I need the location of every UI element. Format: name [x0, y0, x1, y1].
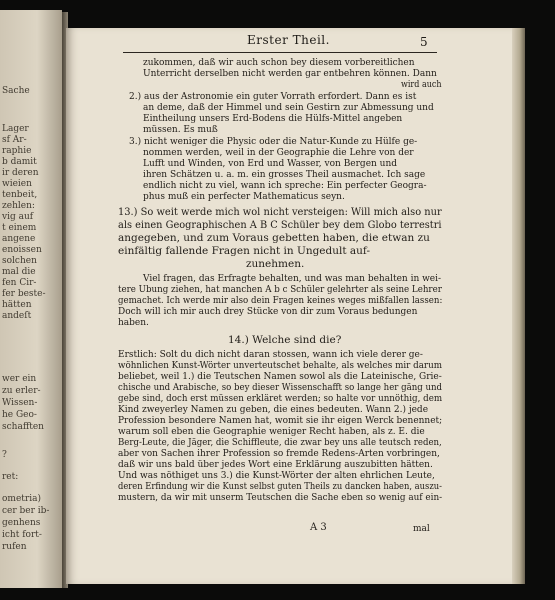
margin-fragment: vig auf — [2, 212, 34, 222]
margin-fragment: tenbeit, — [2, 190, 38, 200]
catchword: mal — [413, 524, 430, 534]
margin-fragment: icht fort- — [2, 530, 42, 540]
text-line: Lufft und Winden, von Erd und Wasser, von Bergen und — [143, 159, 398, 169]
text-line: phus muß ein perfecter Mathematicus seyn. — [143, 192, 345, 202]
margin-fragment: wer ein — [2, 374, 37, 384]
text-line: deren Erfindung wir die Kunst selbst guten Theils zu dancken haben, auszu- — [118, 482, 442, 492]
margin-fragment: ? — [2, 450, 7, 460]
margin-fragment: fer beste- — [2, 289, 46, 299]
margin-fragment: Sache — [2, 86, 30, 96]
text-line: Kind zweyerley Namen zu geben, die eines bedeuten. Wann 2.) jede — [118, 405, 429, 415]
margin-fragment: enoissen — [2, 245, 42, 255]
margin-fragment: angene — [2, 234, 36, 244]
margin-fragment: fen Cir- — [2, 278, 37, 288]
text-line: endlich nicht zu viel, wann ich spreche: Ein perfecter Geogra- — [143, 181, 427, 191]
margin-fragment: ret: — [2, 472, 19, 482]
margin-fragment: Lager — [2, 124, 29, 134]
margin-fragment: zu erler- — [2, 386, 41, 396]
margin-fragment: andeſt — [2, 311, 32, 321]
signature-mark: A 3 — [310, 522, 327, 533]
text-line: an deme, daß der Himmel und sein Gestirn zur Abmessung und — [143, 103, 434, 113]
page-number: 5 — [420, 35, 428, 49]
margin-fragment: wieien — [2, 179, 32, 189]
text-line: nommen werden, weil in der Geographie die Lehre von der — [143, 148, 414, 158]
text-line: warum soll eben die Geographie weniger Recht haben, als z. E. die — [118, 427, 425, 437]
text-line: 13.) So weit werde mich wol nicht versteigen: Will mich also nur — [118, 206, 442, 218]
text-line: Erstlich: Solt du dich nicht daran stossen, wann ich viele derer ge- — [118, 350, 423, 360]
margin-fragment: cer ber ib- — [2, 506, 50, 516]
text-line: wöhnlichen Kunst-Wörter unverteutschet behalte, als welches mir darum — [118, 361, 442, 371]
text-line: einfältig fallende Fragen nicht in Ungedult auf- — [118, 245, 370, 257]
left-page — [0, 10, 62, 588]
margin-fragment: ometria) — [2, 494, 41, 504]
text-line: tere Ubung ziehen, hat manchen A b c Schüler gelehrter als seine Lehrer — [118, 285, 442, 295]
page-edge — [512, 28, 525, 584]
text-line: 2.) aus der Astronomie ein guter Vorrath erfordert. Dann es ist — [129, 92, 417, 102]
text-line: chische und Arabische, so bey dieser Wissenschafft so lange her gäng und — [118, 383, 442, 393]
text-line: als einen Geographischen A B C Schüler bey dem Globo terrestri — [118, 219, 442, 231]
text-line: aber von Sachen ihrer Profession so fremde Redens-Arten vorbringen, — [118, 449, 440, 459]
text-line: angegeben, und zum Voraus gebetten haben, die etwan zu — [118, 232, 430, 244]
margin-fragment: solchen — [2, 256, 37, 266]
margin-fragment: he Geo- — [2, 410, 37, 420]
margin-fragment: ir deren — [2, 168, 39, 178]
text-line: Doch will ich mir auch drey Stücke von dir zum Voraus bedungen — [118, 307, 418, 317]
margin-fragment: mal die — [2, 267, 36, 277]
text-line: beliebet, weil 1.) die Teutschen Namen sowol als die Lateinische, Grie- — [118, 372, 442, 382]
margin-fragment: zehlen: — [2, 201, 35, 211]
margin-fragment: raphie — [2, 146, 32, 156]
text-line: 3.) nicht weniger die Physic oder die Natur-Kunde zu Hülfe ge- — [129, 137, 418, 147]
margin-fragment: b damit — [2, 157, 37, 167]
text-line: zukommen, daß wir auch schon bey diesem vorbereitlichen — [143, 58, 415, 68]
header-rule — [123, 52, 437, 53]
text-line: ihren Schätzen u. a. m. ein grosses Theil ausmachet. Ich sage — [143, 170, 426, 180]
page-title: Erster Theil. — [247, 33, 330, 47]
margin-fragment: sf Ar- — [2, 135, 27, 145]
text-line: müssen. Es muß — [143, 125, 218, 135]
margin-fragment: genhens — [2, 518, 41, 528]
text-line: Viel fragen, das Erfragte behalten, und was man behalten in wei- — [143, 274, 442, 284]
text-line: mustern, da wir mit unserm Teutschen die Sache eben so wenig auf ein- — [118, 493, 443, 503]
text-line: Berg-Leute, die Jäger, die Schiffleute, die zwar bey uns alle teutsch reden, — [118, 438, 442, 448]
text-line: Profession besondere Namen hat, womit sie ihr eigen Werck benennet; — [118, 416, 443, 426]
margin-fragment: hätten — [2, 300, 32, 310]
text-line: daß wir uns bald über jedes Wort eine Erklärung auszubitten hätten. — [118, 460, 433, 470]
text-line: gebe sind, doch erst müssen erkläret werden; so halte vor unnöthig, dem — [118, 394, 443, 404]
text-line: gemachet. Ich werde mir also dein Fragen keines weges mißfallen lassen: — [118, 296, 443, 306]
text-line: Eintheilung unsers Erd-Bodens die Hülfs-Mittel angeben — [143, 114, 403, 124]
margin-fragment: Wissen- — [2, 398, 38, 408]
margin-fragment: schafften — [2, 422, 44, 432]
text-line: haben. — [118, 318, 149, 328]
text-line: Und was nöthiget uns 3.) die Kunst-Wörter der alten ehrlichen Leute, — [118, 471, 435, 481]
margin-fragment: t einem — [2, 223, 37, 233]
text-line: Unterricht derselben nicht werden gar entbehren können. Dann — [143, 69, 437, 79]
margin-fragment: rufen — [2, 542, 27, 552]
text-line: wird auch — [401, 80, 442, 90]
text-line: zunehmen. — [246, 258, 305, 270]
section-heading: 14.) Welche sind die? — [228, 334, 342, 346]
